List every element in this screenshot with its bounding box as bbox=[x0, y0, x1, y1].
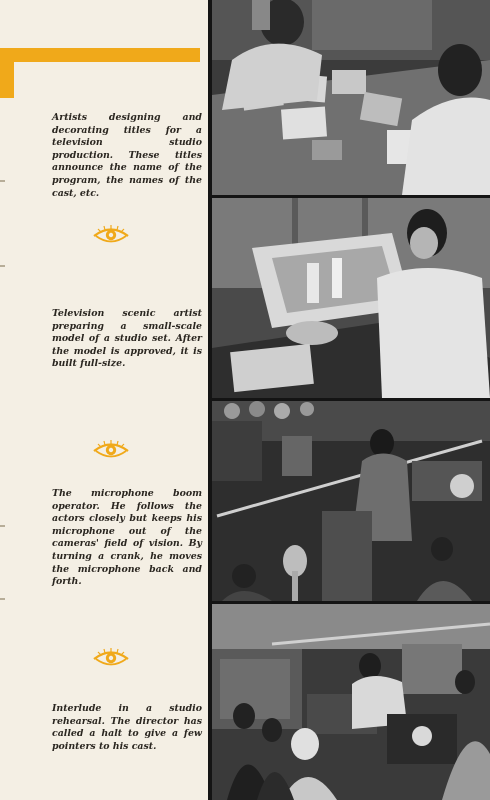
eye-icon bbox=[92, 437, 130, 463]
accent-bar-vertical bbox=[0, 48, 14, 98]
caption-scenic-artist: Television scenic artist preparing a small-scale model of a studio set. After the model is approved, it is built full-size. bbox=[52, 308, 202, 370]
caption-artists-titles: Artists designing and decorating titles for a television studio production. These titles announce the name of the program, the names of the cast, etc. bbox=[52, 112, 202, 199]
photo-artists-designing-titles bbox=[212, 0, 490, 195]
binding-mark bbox=[0, 265, 5, 267]
binding-mark bbox=[0, 180, 5, 182]
photo-scenic-artist-model bbox=[212, 198, 490, 398]
photo-studio-rehearsal bbox=[212, 604, 490, 800]
eye-icon bbox=[92, 645, 130, 671]
accent-bar-horizontal bbox=[0, 48, 200, 62]
photo-column bbox=[208, 0, 490, 800]
caption-column bbox=[0, 0, 208, 800]
photo-microphone-boom-operator bbox=[212, 401, 490, 601]
caption-studio-rehearsal: Interlude in a studio rehearsal. The director has called a halt to give a few pointers to his cast. bbox=[52, 703, 202, 752]
caption-microphone-boom: The microphone boom operator. He follows the actors closely but keeps his microphone out of the cameras' field of vision. By turning a crank, he moves the microphone back and forth. bbox=[52, 488, 202, 588]
binding-mark bbox=[0, 598, 5, 600]
binding-mark bbox=[0, 525, 5, 527]
eye-icon bbox=[92, 222, 130, 248]
